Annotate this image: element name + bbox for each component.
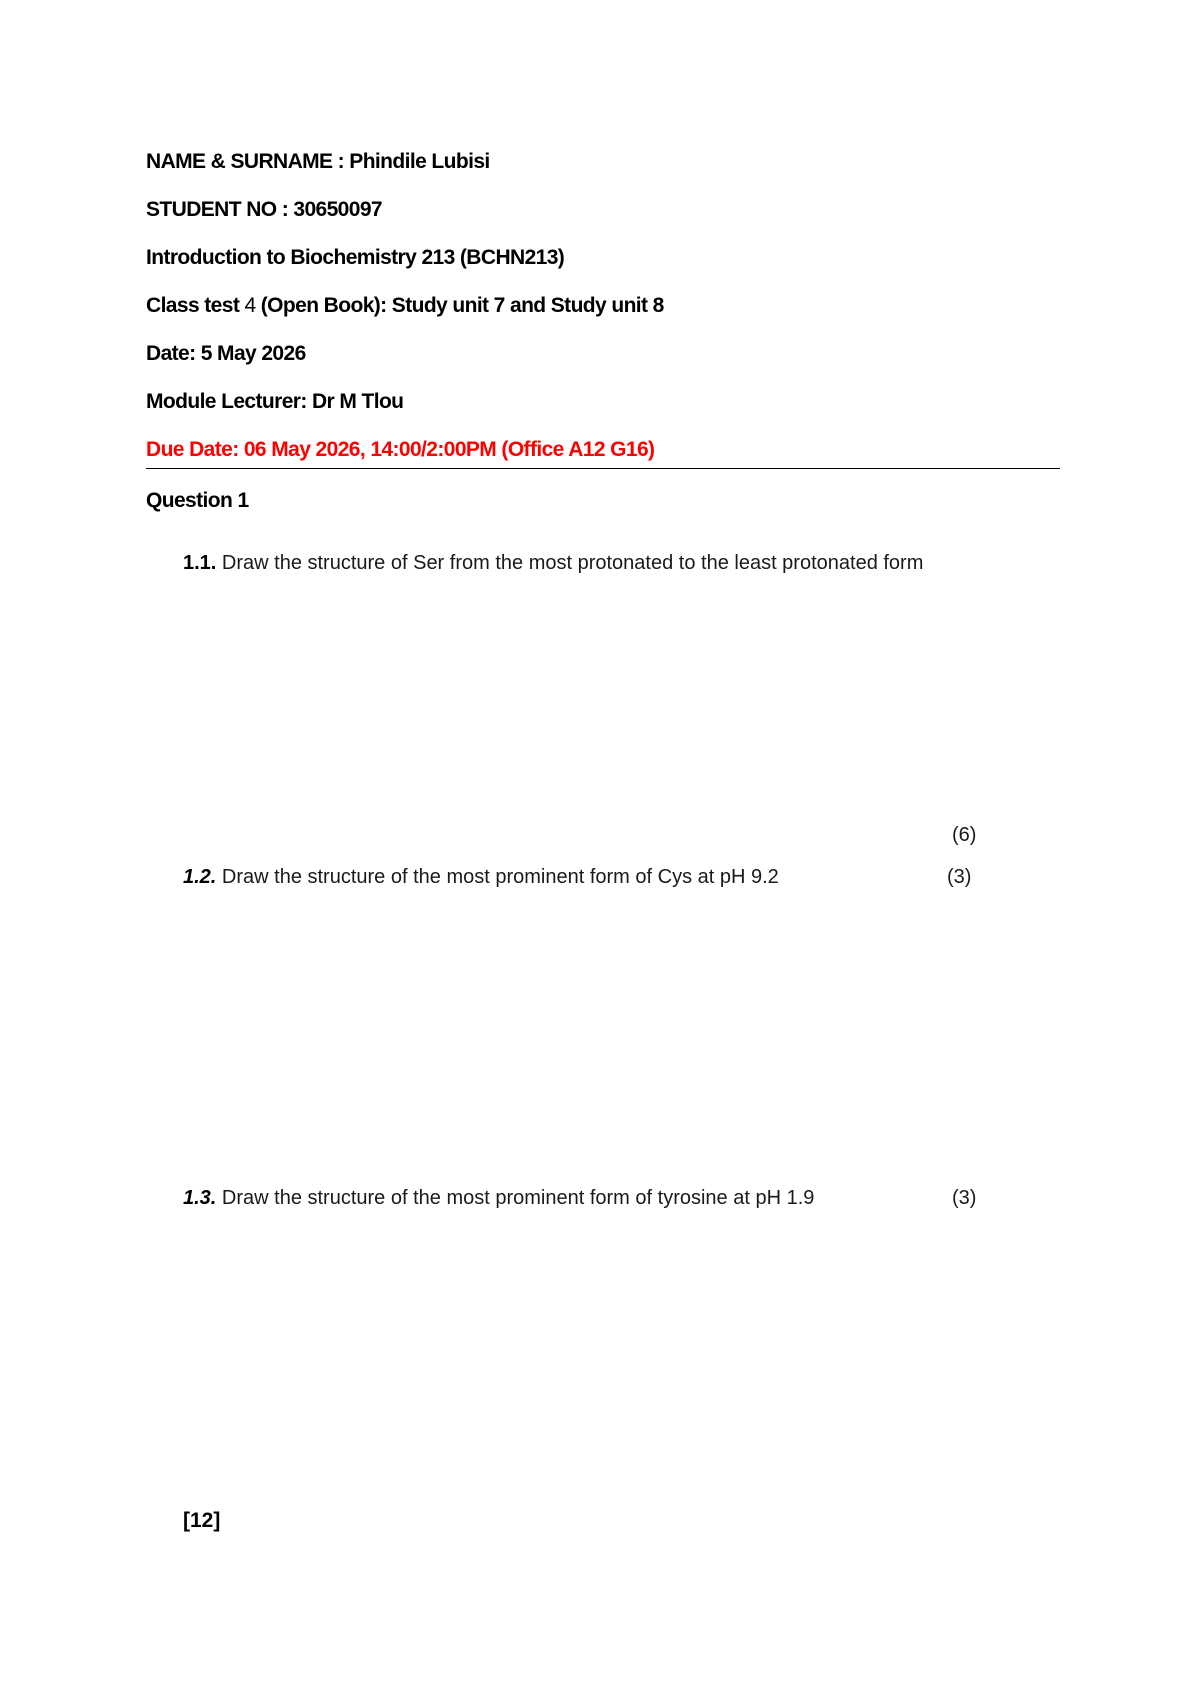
student-number-line: STUDENT NO : 30650097 [146,198,382,221]
header-divider [146,468,1060,469]
name-surname-line: NAME & SURNAME : Phindile Lubisi [146,150,490,173]
due-date-line: Due Date: 06 May 2026, 14:00/2:00PM (Office A12 G16) [146,438,655,461]
question-item-1-1 [183,553,923,573]
module-lecturer-line: Module Lecturer: Dr M Tlou [146,390,404,413]
question-number: 1.1. [183,552,217,574]
question-text: Draw the structure of Ser from the most protonated to the least protonated form [216,552,924,574]
question-marks-1-2: (3) [947,866,972,888]
question-item-1-3 [183,1188,814,1208]
question-text: Draw the structure of the most prominent form of tyrosine at pH 1.9 [216,1187,815,1209]
question-text: Draw the structure of the most prominent form of Cys at pH 9.2 [216,866,779,888]
class-test-number: 4 [244,294,256,317]
class-test-prefix: Class test [146,294,245,317]
question-item-1-2 [183,867,779,887]
course-title: Introduction to Biochemistry 213 (BCHN213) [146,246,565,269]
class-test-line [146,295,664,316]
question-number: 1.2. [183,866,217,888]
question-title: Question 1 [146,489,249,512]
question-number: 1.3. [183,1187,217,1209]
question-marks-1-3: (3) [952,1187,977,1209]
class-test-suffix: (Open Book): Study unit 7 and Study unit 8 [255,294,664,317]
total-marks: [12] [183,1509,221,1532]
date-line: Date: 5 May 2026 [146,342,306,365]
question-marks-1-1: (6) [952,824,977,846]
